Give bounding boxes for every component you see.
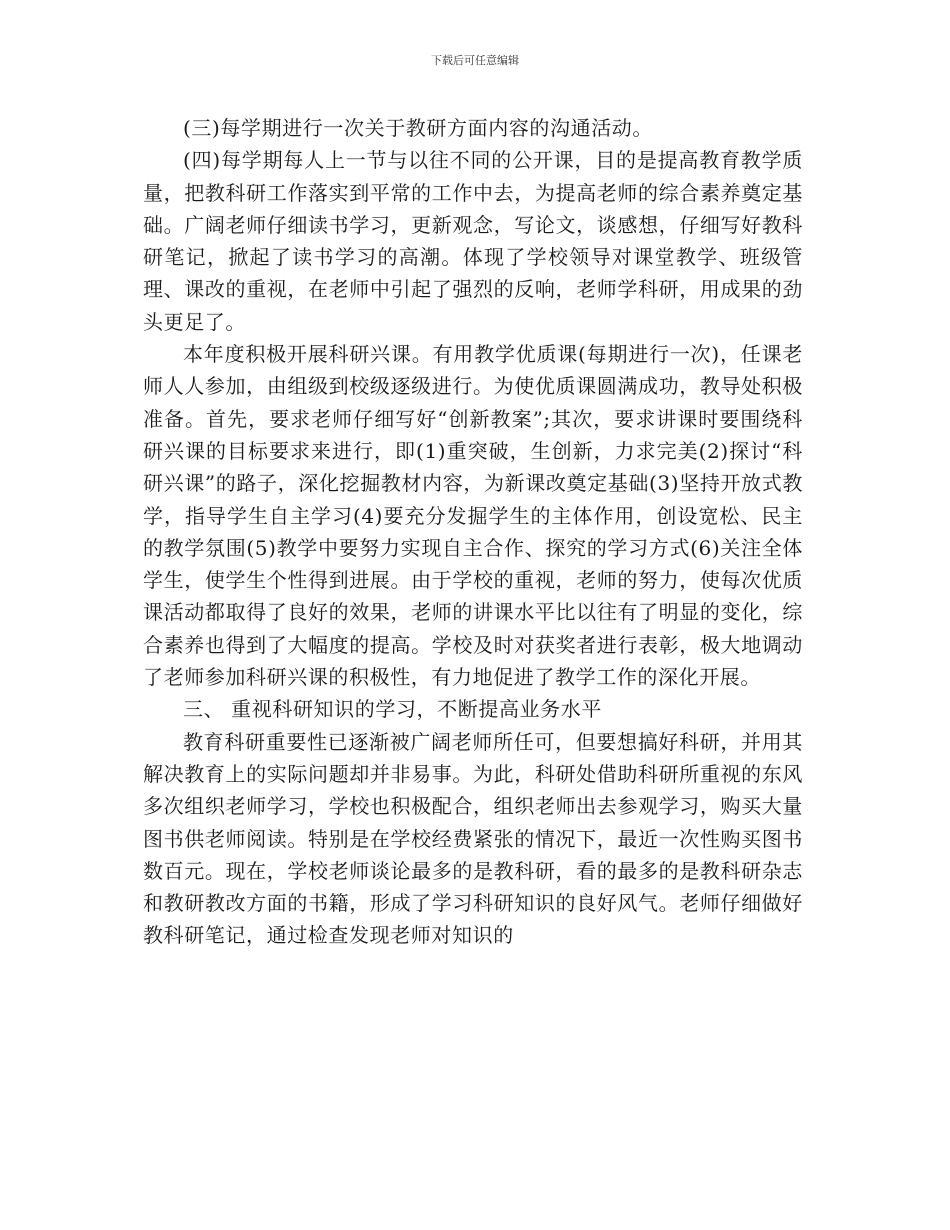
paragraph-research-lessons: 本年度积极开展科研兴课。有用教学优质课(每期进行一次)，任课老师人人参加，由组级到校级逐级进行。为使优质课圆满成功，教导处积极准备。首先，要求老师仔细写好“创新教案”;其次，要求讲课时要围绕科研兴课的目标要求来进行，即(1)重突破，生创新，力求完美(2)探讨“科研兴课”的路子，深化挖掘教材内容，为新课改奠定基础(3)坚持开放式教学，指导学生自主学习(4)要充分发掘学生的主体作用，创设宽松、民主的教学氛围(5)教学中要努力实现自主合作、探究的学习方式(6)关注全体学生，使学生个性得到进展。由于学校的重视，老师的努力，使每次优质课活动都取得了良好的效果，老师的讲课水平比以往有了明显的变化，综合素养也得到了大幅度的提高。学校及时对获奖者进行表彰，极大地调动了老师参加科研兴课的积极性，有力地促进了教学工作的深化开展。 [143,342,803,690]
page-header: 下载后可任意编辑 [431,54,519,67]
paragraph-item-3: (三)每学期进行一次关于教研方面内容的沟通活动。 [183,116,654,140]
section-heading-3: 三、 重视科研知识的学习，不断提高业务水平 [183,697,602,722]
paragraph-item-4: (四)每学期每人上一节与以往不同的公开课，目的是提高教育教学质量，把教科研工作落实到平常的工作中去，为提高老师的综合素养奠定基础。广阔老师仔细读书学习，更新观念，写论文，谈感想，仔细写好教科研笔记，掀起了读书学习的高潮。体现了学校领导对课堂教学、班级管理、课改的重视，在老师中引起了强烈的反响，老师学科研，用成果的劲头更足了。 [143,148,803,334]
document-body [143,112,803,952]
paragraph-research-study: 教育科研重要性已逐渐被广阔老师所任可，但要想搞好科研，并用其解决教育上的实际问题却并非易事。为此，科研处借助科研所重视的东风多次组织老师学习，学校也积极配合，组织老师出去参观学习，购买大量图书供老师阅读。特别是在学校经费紧张的情况下，最近一次性购买图书数百元。现在，学校老师谈论最多的是教科研，看的最多的是教科研杂志和教研教改方面的书籍，形成了学习科研知识的良好风气。老师仔细做好教科研笔记，通过检查发现老师对知识的 [143,729,803,948]
